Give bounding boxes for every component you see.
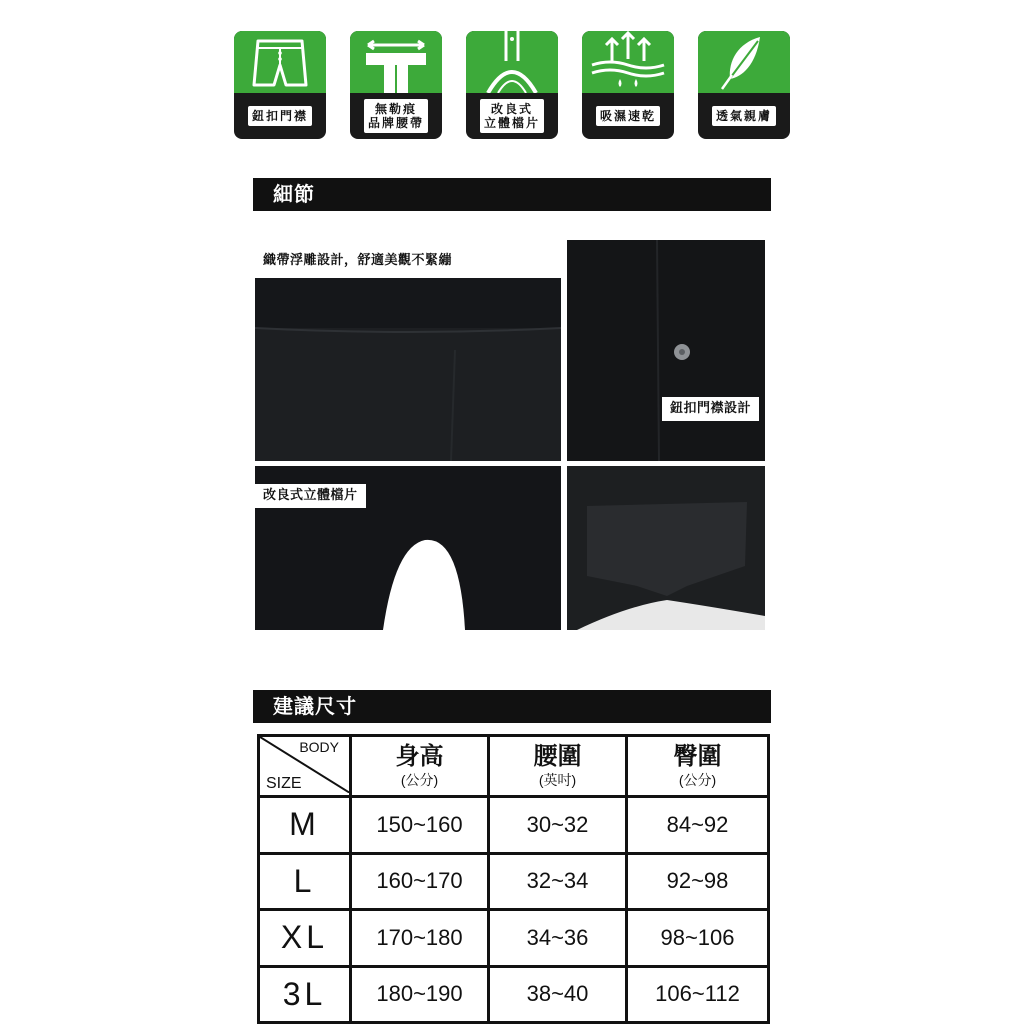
table-row — [259, 966, 769, 1023]
photo-waistband — [255, 240, 561, 461]
table-row — [259, 910, 769, 967]
waist-value: 32~34 — [489, 853, 627, 910]
feature-moisture-wicking — [582, 31, 674, 139]
table-row — [259, 853, 769, 910]
size-section-title: 建議尺寸 — [253, 690, 771, 723]
photo-crotch-panel — [255, 466, 561, 630]
size-label: L — [259, 853, 351, 910]
feature-waistband — [350, 31, 442, 139]
hip-value: 98~106 — [627, 910, 769, 967]
feature-label: 無勒痕 品牌腰帶 — [364, 99, 428, 133]
hip-value: 92~98 — [627, 853, 769, 910]
waist-value: 30~32 — [489, 797, 627, 854]
waistband-stretch-icon — [350, 31, 442, 93]
photo-button-fly — [567, 240, 765, 461]
table-row — [259, 797, 769, 854]
feature-breathable — [698, 31, 790, 139]
height-value: 150~160 — [351, 797, 489, 854]
hip-value: 106~112 — [627, 966, 769, 1023]
size-label: M — [259, 797, 351, 854]
column-header-waist: 腰圍 (英吋) — [489, 736, 627, 797]
moisture-wicking-icon — [582, 31, 674, 93]
feature-label: 吸濕速乾 — [596, 106, 660, 126]
feature-label: 鈕扣門襟 — [248, 106, 312, 126]
size-label: XL — [259, 910, 351, 967]
photo-caption: 改良式立體檔片 — [255, 484, 366, 508]
feature-icons-row — [234, 31, 790, 139]
hip-value: 84~92 — [627, 797, 769, 854]
size-chart-corner-cell — [259, 736, 351, 797]
size-label: 3L — [259, 966, 351, 1023]
height-value: 160~170 — [351, 853, 489, 910]
waist-value: 34~36 — [489, 910, 627, 967]
details-section-title: 細節 — [253, 178, 771, 211]
feature-crotch-panel — [466, 31, 558, 139]
feature-button-fly — [234, 31, 326, 139]
height-value: 180~190 — [351, 966, 489, 1023]
column-header-hip: 臀圍 (公分) — [627, 736, 769, 797]
photo-caption: 織帶浮雕設計，舒適美觀不緊繃 — [255, 249, 460, 273]
feature-label: 改良式 立體檔片 — [480, 99, 544, 133]
column-header-height: 身高 (公分) — [351, 736, 489, 797]
corner-body-label: BODY — [299, 739, 339, 755]
boxer-shorts-icon — [234, 31, 326, 93]
feather-icon — [698, 31, 790, 93]
photo-inner-panel — [567, 466, 765, 630]
height-value: 170~180 — [351, 910, 489, 967]
waist-value: 38~40 — [489, 966, 627, 1023]
size-chart-table — [257, 734, 770, 1024]
crotch-panel-icon — [466, 31, 558, 93]
corner-size-label: SIZE — [266, 775, 302, 792]
photo-caption: 鈕扣門襟設計 — [662, 397, 759, 421]
feature-label: 透氣親膚 — [712, 106, 776, 126]
